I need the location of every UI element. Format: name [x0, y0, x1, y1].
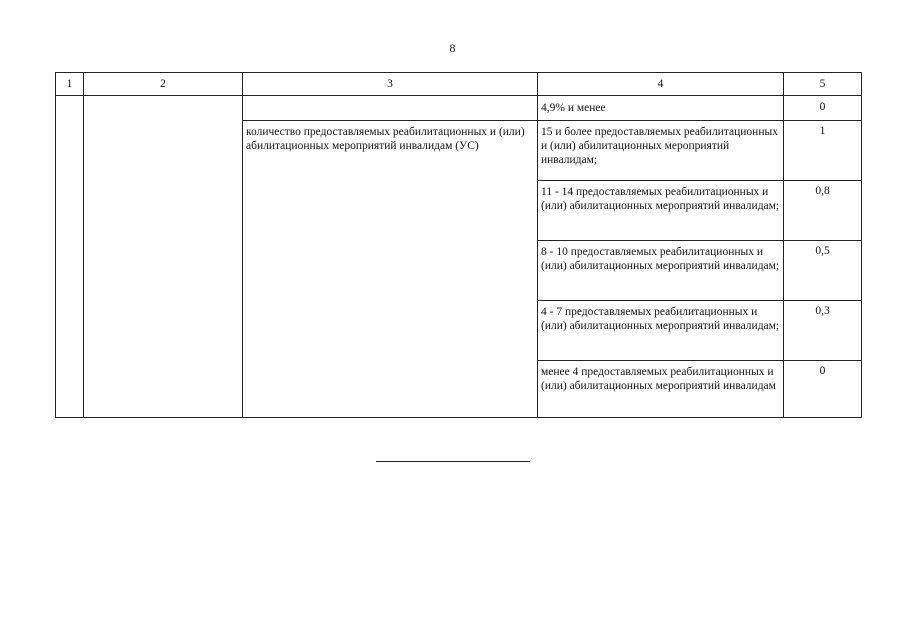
header-cell-5: 5 — [784, 73, 862, 96]
score-cell: 1 — [784, 121, 862, 181]
criterion-cell: менее 4 предоставляемых реабилитационных и (или) абилитационных мероприятий инвалидам — [538, 361, 784, 418]
criterion-cell: 11 - 14 предоставляемых реабилитационных и (или) абилитационных мероприятий инвалидам; — [538, 181, 784, 241]
footer-divider-line — [376, 461, 530, 462]
cell-col1-empty — [56, 96, 84, 418]
score-cell: 0 — [784, 361, 862, 418]
cell-col2-empty — [84, 96, 243, 418]
score-cell: 0,8 — [784, 181, 862, 241]
criteria-table — [55, 72, 862, 418]
table-row — [56, 96, 862, 121]
criterion-cell: 15 и более предоставляемых реабилитационных и (или) абилитационных мероприятий инвалидам; — [538, 121, 784, 181]
header-cell-3: 3 — [243, 73, 538, 96]
score-cell: 0,5 — [784, 241, 862, 301]
indicator-cell: количество предоставляемых реабилитационных и (или) абилитационных мероприятий инвалидам (УС) — [243, 121, 538, 418]
criterion-cell: 4,9% и менее — [538, 96, 784, 121]
header-cell-2: 2 — [84, 73, 243, 96]
criterion-cell: 4 - 7 предоставляемых реабилитационных и (или) абилитационных мероприятий инвалидам; — [538, 301, 784, 361]
score-cell: 0,3 — [784, 301, 862, 361]
header-cell-4: 4 — [538, 73, 784, 96]
score-cell: 0 — [784, 96, 862, 121]
table-header-row — [56, 73, 862, 96]
header-cell-1: 1 — [56, 73, 84, 96]
criterion-cell: 8 - 10 предоставляемых реабилитационных и (или) абилитационных мероприятий инвалидам; — [538, 241, 784, 301]
page-number: 8 — [449, 41, 456, 55]
cell-col3-empty — [243, 96, 538, 121]
